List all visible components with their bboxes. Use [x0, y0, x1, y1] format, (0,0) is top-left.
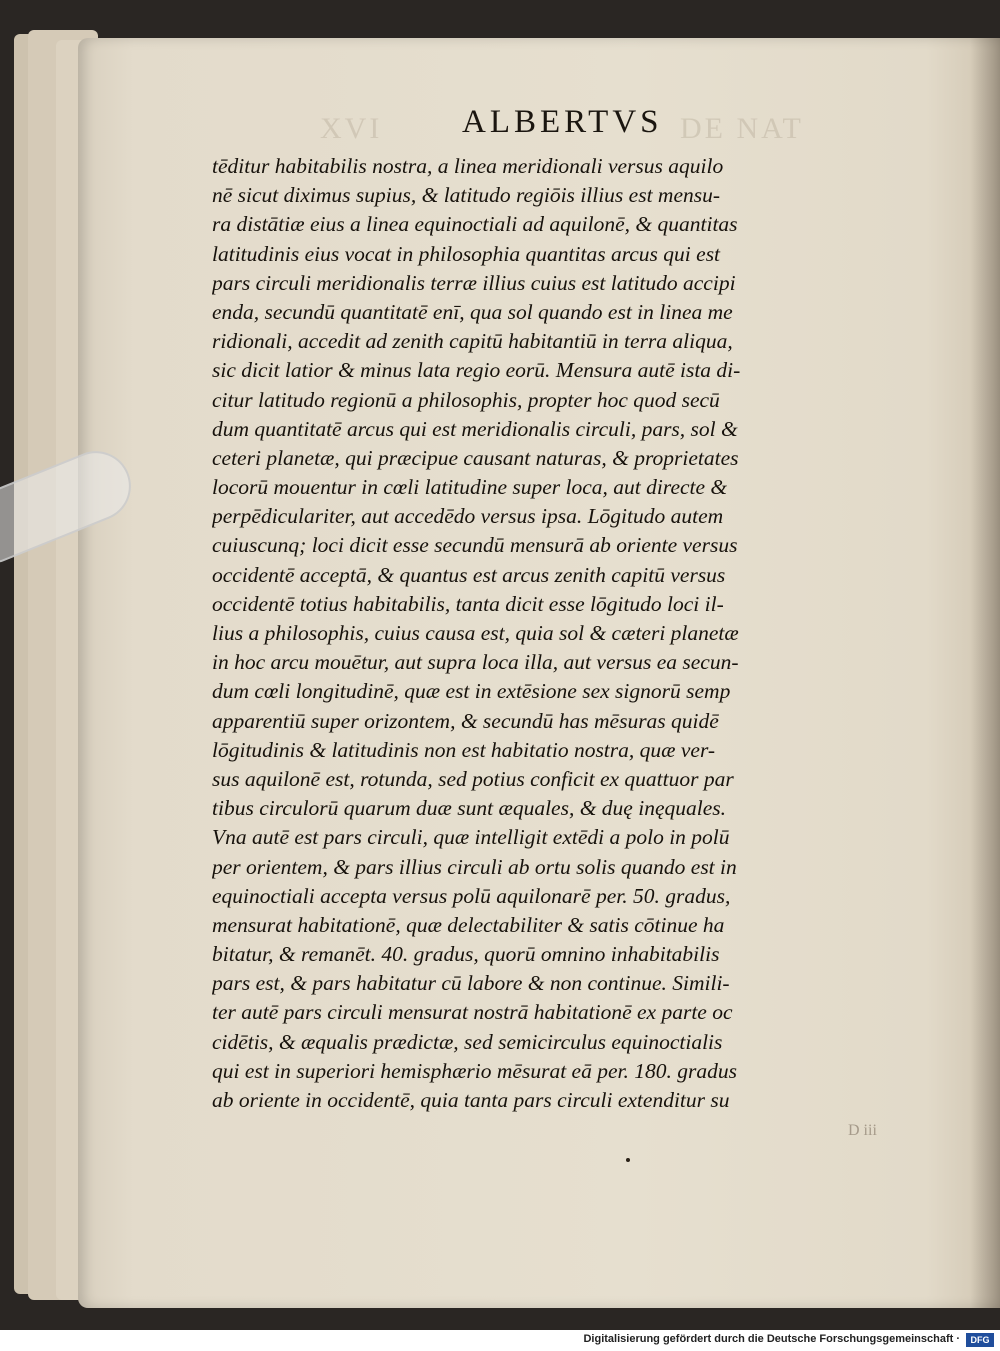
text-line: qui est in superiori hemisphærio mēsurat eā per. 180. gradus	[212, 1058, 737, 1083]
text-line: enda, secundū quantitatē enī, qua sol quando est in linea me	[212, 299, 733, 324]
signature-mark: D iii	[848, 1122, 877, 1139]
text-line: lōgitudinis & latitudinis non est habitatio nostra, quæ ver-	[212, 737, 716, 762]
text-line: cidētis, & æqualis prædictæ, sed semicirculus equinoctialis	[212, 1029, 723, 1054]
text-line: ab oriente in occidentē, quia tanta pars circuli extenditur su	[212, 1088, 730, 1112]
funding-credit: Digitalisierung gefördert durch die Deutsche Forschungsgemeinschaft ·	[583, 1333, 960, 1345]
text-line: ter autē pars circuli mensurat nostrā habitationē ex parte oc	[212, 1000, 733, 1025]
text-line: ceteri planetæ, qui præcipue causant naturas, & proprietates	[212, 445, 739, 470]
text-line: apparentiū super orizontem, & secundū has mēsuras quidē	[212, 708, 719, 733]
text-line: latitudinis eius vocat in philosophia quantitas arcus qui est	[212, 241, 721, 266]
text-line: in hoc arcu mouētur, aut supra loca illa, aut versus ea secun-	[212, 650, 739, 675]
text-line: ridionali, accedit ad zenith capitū habitantiū in terra aliqua,	[212, 329, 733, 354]
text-line: Vna autē est pars circuli, quæ intelligit extēdi a polo in polū	[212, 825, 730, 850]
show-through-text-left: XVI	[320, 112, 383, 145]
text-line: bitatur, & remanēt. 40. gradus, quorū omnino inhabitabilis	[212, 942, 720, 967]
body-text	[212, 152, 876, 1115]
show-through-text-right: DE NAT	[680, 112, 804, 145]
text-line: pars est, & pars habitatur cū labore & non continue. Simili-	[212, 971, 730, 996]
text-line: per orientem, & pars illius circuli ab ortu solis quando est in	[212, 854, 737, 879]
text-line: ra distātiæ eius a linea equinoctiali ad aquilonē, & quantitas	[212, 212, 738, 237]
text-line: sic dicit latior & minus lata regio eorū. Mensura autē ista di-	[212, 358, 741, 383]
text-line: tibus circulorū quarum duæ sunt æquales, & duę inęquales.	[212, 796, 726, 821]
ink-dot	[626, 1158, 630, 1162]
text-line: sus aquilonē est, rotunda, sed potius conficit ex quattuor par	[212, 766, 734, 791]
text-line: citur latitudo regionū a philosophis, propter hoc quod secū	[212, 387, 720, 412]
text-line: occidentē totius habitabilis, tanta dicit esse lōgitudo loci il-	[212, 591, 724, 616]
text-line: cuiuscunq; loci dicit esse secundū mensurā ab oriente versus	[212, 533, 738, 558]
text-line: dum cœli longitudinē, quæ est in extēsione sex signorū semp	[212, 679, 731, 704]
text-line: lius a philosophis, cuius causa est, quia sol & cæteri planetæ	[212, 621, 739, 645]
text-line: locorū mouentur in cœli latitudine super loca, aut directe &	[212, 475, 728, 500]
dfg-logo: DFG	[966, 1333, 994, 1347]
text-line: perpēdiculariter, aut accedēdo versus ipsa. Lōgitudo autem	[212, 504, 724, 529]
running-head: ALBERTVS	[462, 104, 663, 140]
text-line: nē sicut diximus supius, & latitudo regiōis illius est mensu-	[212, 183, 721, 208]
text-line: equinoctiali accepta versus polū aquilonarē per. 50. gradus,	[212, 883, 731, 908]
text-line: mensurat habitationē, quæ delectabiliter & satis cōtinue ha	[212, 912, 725, 937]
binding-shadow	[970, 38, 1000, 1308]
text-line: pars circuli meridionalis terræ illius cuius est latitudo accipi	[212, 270, 736, 295]
text-line: tēditur habitabilis nostra, a linea meridionali versus aquilo	[212, 154, 724, 178]
text-line: occidentē acceptā, & quantus est arcus zenith capitū versus	[212, 562, 726, 587]
text-line: dum quantitatē arcus qui est meridionalis circuli, pars, sol &	[212, 416, 738, 441]
footer-bar	[0, 1330, 1000, 1351]
